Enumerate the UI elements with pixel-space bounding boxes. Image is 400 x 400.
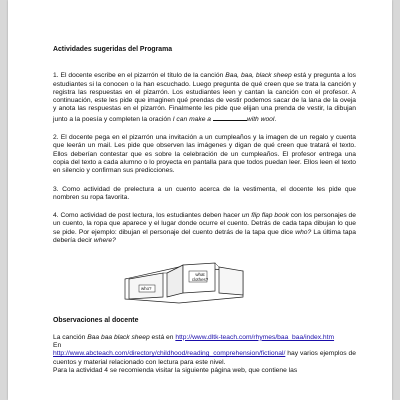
activity-1-sentence-end: with wool — [246, 115, 275, 123]
section-heading: Actividades sugeridas del Programa — [53, 46, 173, 53]
observation-2-en: En — [53, 341, 62, 349]
dltk-link[interactable]: http://www.dltk-teach.com/rhymes/baa_baa/index.htm — [175, 333, 335, 341]
activity-1-text-a: 1. El docente escribe en el pizarrón el título de la canción — [53, 72, 226, 80]
observation-2-rest: hay varios ejemplos de cuentos y material relacionado con lectura para este nivel. — [53, 350, 356, 366]
activity-2: 2. El docente pega en el pizarrón una invitación a un cumpleaños y la imagen de un regalo y cuenta que leerán un mail. Les pide que observen las imágenes y digan de qué creen que tratará el texto. Ellos deberían contestar que es sobre la celebración de un cumpleaños. El profesor entrega una copia del texto a cada alumno o lo proyecta en pantalla para que todos puedan leer. Ellos leen el texto en silencio y confirman sus predicciones. — [53, 134, 357, 175]
activity-4-who: who? — [295, 228, 312, 236]
activity-4-where: where? — [93, 237, 116, 245]
activity-4 — [53, 212, 356, 245]
flap-label-what-clothes: what clothes? — [191, 272, 209, 283]
activity-1 — [53, 72, 356, 124]
activity-4-flip-book: un flip flap book — [241, 212, 289, 220]
activity-1-text-c: . — [274, 115, 277, 123]
activity-3: 3. Como actividad de prelectura a un cuento acerca de la vestimenta, el docente les pide que nombren su ropa favorita. — [53, 185, 356, 201]
observation-3: Para la actividad 4 se recomienda visitar la siguiente página web, que contiene las — [53, 366, 298, 374]
flap-label-who: who? — [141, 286, 152, 292]
observations-heading: Observaciones al docente — [53, 317, 139, 325]
document-page — [8, 0, 392, 400]
observation-2 — [53, 342, 356, 367]
activity-4-text-c: La última tapa debería decir — [53, 228, 356, 245]
activity-1-sentence-start: I can make a — [172, 115, 212, 123]
activity-4-text-b: con los personajes de un cuento, la ropa que aparece y el lugar donde ocurre el cuento. Detrás de cada tapa dibujan lo que se pide. Por ejemplo: dibujan el personaje del cuento detrás de la tapa que dice — [53, 212, 356, 236]
abcteach-link[interactable]: http://www.abcteach.com/directory/childhood/reading_comprehension/fictional/ — [53, 350, 286, 358]
observation-1 — [53, 334, 356, 342]
observation-1-text-b: está en — [149, 333, 176, 341]
observation-1-text-a: La canción — [53, 333, 88, 341]
flip-flap-book-figure — [53, 245, 356, 309]
activity-4-text-a: 4. Como actividad de post lectura, los estudiantes deben hacer — [53, 212, 242, 220]
activity-1-text-b: está y pregunta a los estudiantes si la conocen o la han escuchado. Luego pregunta de qué creen que se trata la canción y registra las respuestas en el pizarrón. Los estudiantes leen y cantan la canción con el profesor. A continuación, este les pide que imaginen qué prendas de vestir podemos sacar de la lana de la oveja y anota las respuestas en el pizarrón. Finalmente les pide que elijan una prenda de vestir, la dibujan junto a la poesía y completen la oración — [53, 72, 356, 123]
document-content — [53, 46, 356, 375]
fill-in-blank — [213, 114, 247, 121]
flip-flap-book-illustration — [119, 249, 249, 307]
observation-1-song-title: Baa baa black sheep — [87, 333, 150, 341]
activity-1-song-title: Baa, baa, black sheep — [225, 72, 292, 80]
